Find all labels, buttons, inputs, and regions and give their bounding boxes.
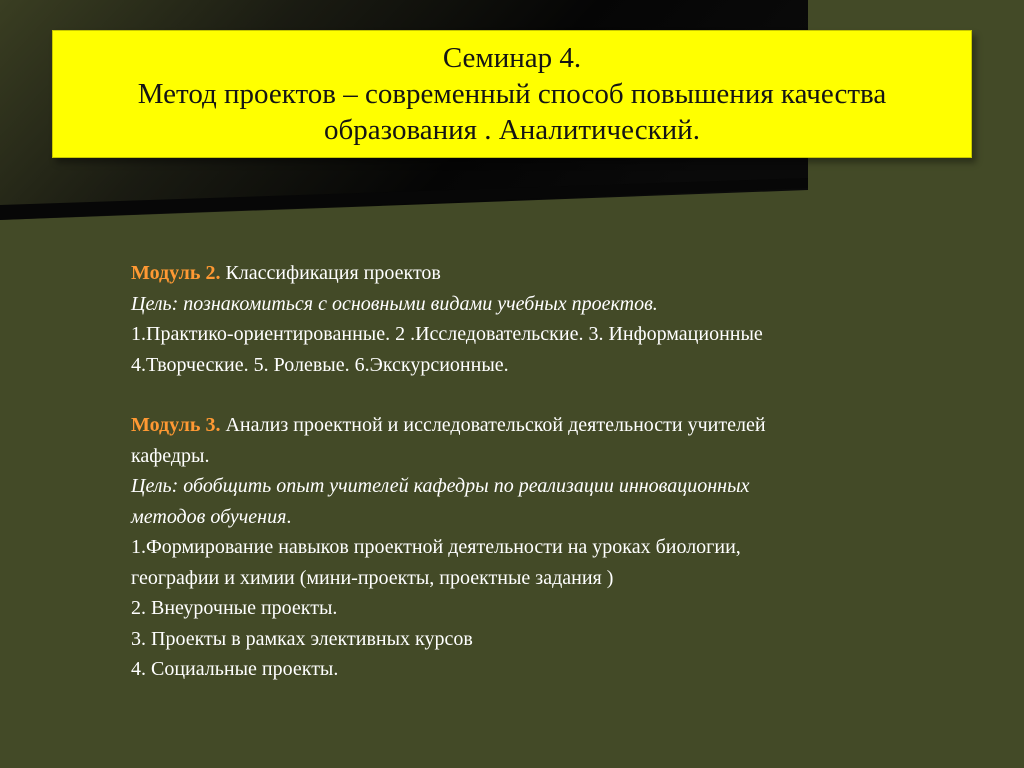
module3-goal-line-2: методов обучения xyxy=(131,505,287,528)
module2-line-2: 4.Творческие. 5. Ролевые. 6.Экскурсионные. xyxy=(131,353,509,376)
module3-heading-cont: кафедры. xyxy=(131,444,210,467)
module3-heading: Модуль 3. xyxy=(131,414,221,436)
slide-title-line-2: Метод проектов – современный способ повышения качества xyxy=(137,78,887,110)
slide-title-line-3: образования . Аналитический. xyxy=(324,114,700,146)
module2-heading-rest: Классификация проектов xyxy=(220,262,441,284)
slide-title-line-1: Семинар 4. xyxy=(442,42,582,74)
module3-line-5: 4. Социальные проекты. xyxy=(131,658,339,680)
module2-heading-line xyxy=(131,258,971,289)
module3-heading-rest: Анализ проектной и исследовательской деятельности учителей xyxy=(220,414,766,436)
slide-body xyxy=(131,258,971,685)
module3-line-2: географии и химии (мини-проекты, проектные задания ) xyxy=(131,566,614,589)
module3-line-1: 1.Формирование навыков проектной деятельности на уроках биологии, xyxy=(131,536,741,558)
module3-goal-line-2-wrap xyxy=(131,502,971,533)
module3-heading-line xyxy=(131,410,971,441)
module3-goal-line-1: Цель: обобщить опыт учителей кафедры по реализации инновационных xyxy=(131,475,750,497)
module3-line-4: 3. Проекты в рамках элективных курсов xyxy=(131,627,473,650)
slide-title-box xyxy=(52,30,972,158)
module2-line-1: 1.Практико-ориентированные. 2 .Исследовательские. 3. Информационные xyxy=(131,323,763,345)
spacer xyxy=(131,380,971,410)
module2-heading: Модуль 2. xyxy=(131,262,221,284)
module3-line-3: 2. Внеурочные проекты. xyxy=(131,597,338,619)
module3-goal-end: . xyxy=(286,505,292,528)
module2-goal: Цель: познакомиться с основными видами учебных проектов. xyxy=(131,292,658,315)
